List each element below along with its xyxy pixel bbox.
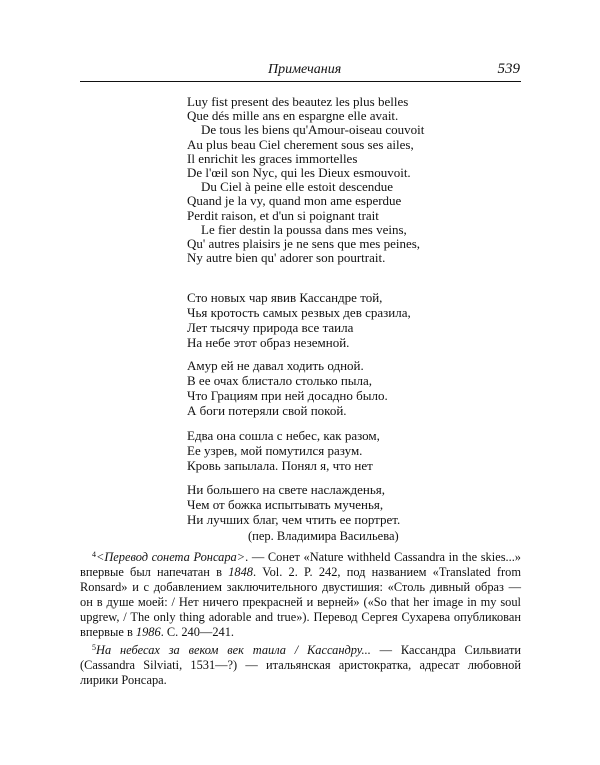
poem-line: Ny autre bien qu' adorer son pourtrait.	[187, 250, 386, 266]
page-header	[80, 62, 520, 82]
poem-line: Кровь запылала. Понял я, что нет	[187, 458, 373, 473]
footnote-number: 4	[92, 550, 96, 559]
footnote-text: . — Сонет «Nature withheld Cassandra in the skies...» впервые был напечатан в	[80, 550, 522, 579]
footnote-text: . С. 240—241.	[160, 625, 235, 639]
poem-line: Чем от божка испытывать мученья,	[187, 497, 384, 512]
footnote-4	[80, 547, 521, 640]
poem-line: Quand je la vy, quand mon ame esperdue	[187, 193, 402, 209]
poem-line: Ни большего на свете наслажденья,	[187, 482, 386, 497]
poem-line: Ни лучших благ, чем чтить ее портрет.	[187, 512, 401, 527]
poem-line: Лет тысячу природа все таила	[187, 320, 354, 335]
footnote-year: 1986	[135, 625, 161, 639]
footnote-number: 5	[92, 643, 96, 652]
footnotes	[80, 547, 521, 688]
poem-line: Au plus beau Ciel cherement sous ses ailes,	[187, 136, 414, 152]
poem-line: Du Ciel à peine elle estoit descendue	[201, 179, 394, 195]
poem-line: Едва она сошла с небес, как разом,	[187, 428, 380, 443]
running-title: Примечания	[268, 62, 342, 77]
footnote-text: — Кассандра Сильвиати (Cassandra Silviati, 1531—?) — итальянская аристократка, адресат любовной лирики Ронсара.	[80, 643, 521, 687]
poem-line: Амур ей не давал ходить одной.	[187, 358, 364, 373]
poem-line: Что Грациям при ней досадно было.	[187, 388, 388, 403]
poem-line: Perdit raison, et d'un si poignant trait	[187, 207, 379, 223]
footnote-title: На небесах за веком век таила / Кассандру...	[96, 643, 371, 657]
poem-line: Ее узрев, мой помутился разум.	[187, 443, 363, 458]
russian-stanza-1	[187, 290, 507, 350]
poem-line: На небе этот образ неземной.	[187, 335, 350, 350]
page-number: 539	[497, 61, 520, 77]
poem-line: В ее очах блистало столько пыла,	[187, 373, 373, 388]
footnote-text: . Vol. 2. P. 242, под названием «Translated from Ronsard» и с добавлением заключительного двустишия: «Столь дивный образ — он в душе моей: / Нет ничего прекрасней и верней» («So that her image in my soul upgrew, / The only thing adorable and true»). Перевод Сергея Сухарева опубликован впервые в	[80, 565, 521, 639]
russian-stanza-3	[187, 428, 507, 473]
footnote-year: 1848	[228, 565, 253, 579]
poem-line: Сто новых чар явив Кассандре той,	[187, 290, 383, 305]
header-rule	[80, 81, 521, 82]
poem-line: Il enrichit les graces immortelles	[187, 150, 358, 166]
french-sonnet	[187, 95, 507, 265]
footnote-title: <Перевод сонета Ронсара>	[96, 550, 246, 564]
poem-line: Luy fist present des beautez les plus belles	[187, 94, 409, 109]
poem-line: Que dés mille ans en espargne elle avait.	[187, 108, 399, 124]
poem-line: Qu' autres plaisirs je ne sens que mes peines,	[187, 236, 421, 252]
poem-line: Чья кротость самых резвых дев сразила,	[187, 305, 411, 320]
poem-line: De l'œil son Nyc, qui les Dieux esmouvoit.	[187, 165, 411, 181]
poem-line: Le fier destin la poussa dans mes veins,	[201, 221, 407, 237]
poem-line: De tous les biens qu'Amour-oiseau couvoit	[201, 122, 425, 138]
russian-stanza-4	[187, 482, 507, 527]
footnote-5	[80, 640, 521, 688]
translator-credit: (пер. Владимира Васильева)	[248, 529, 399, 543]
poem-line: А боги потеряли свой покой.	[187, 403, 347, 418]
russian-stanza-2	[187, 358, 507, 418]
